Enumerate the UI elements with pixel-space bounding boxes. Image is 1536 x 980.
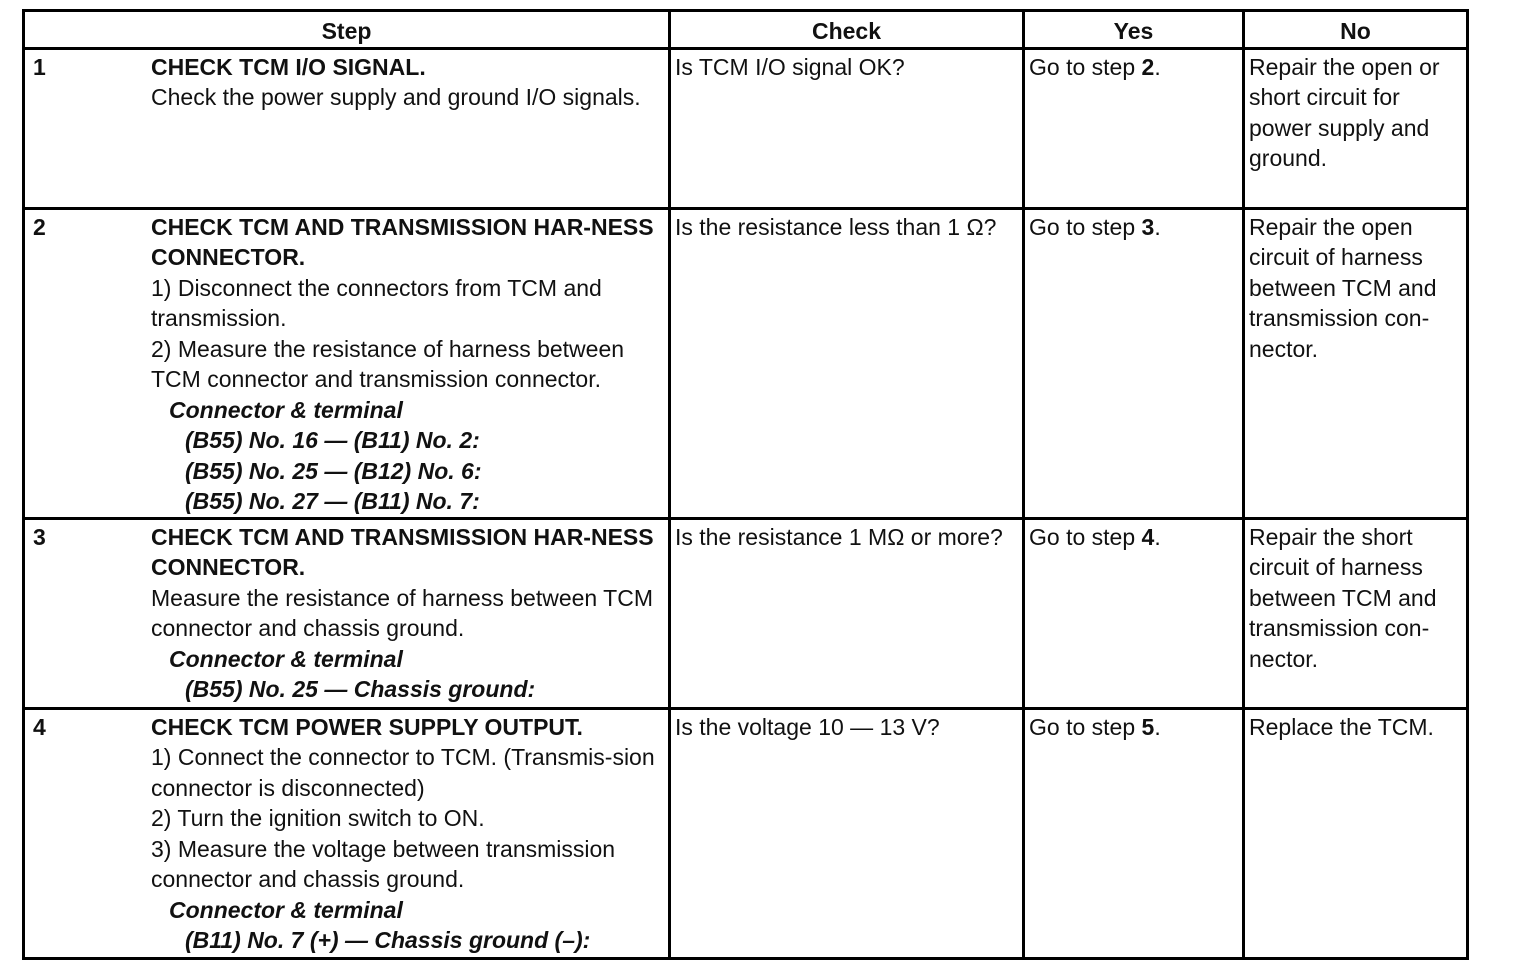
- yes-step-number: 4: [1141, 523, 1155, 550]
- no-cell: [1244, 48, 1468, 208]
- yes-suffix: .: [1154, 53, 1161, 80]
- check-cell: [670, 208, 1024, 518]
- yes-step-number: 5: [1141, 713, 1155, 740]
- check-cell: [670, 708, 1024, 958]
- step-instruction: 3) Measure the voltage between transmission connector and chassis ground.: [151, 835, 616, 892]
- check-cell: [670, 518, 1024, 708]
- table-row: [24, 208, 1468, 518]
- step-title: CHECK TCM AND TRANSMISSION HAR-NESS CONNECTOR.: [151, 523, 654, 580]
- check-question: Is TCM I/O signal OK?: [675, 53, 905, 80]
- yes-cell: [1024, 208, 1244, 518]
- yes-step-number: 2: [1141, 53, 1155, 80]
- step-number: 2: [33, 213, 46, 240]
- table-row: [24, 708, 1468, 958]
- no-cell: [1244, 708, 1468, 958]
- no-action: Repair the open circuit of harness between TCM and transmission con-nector.: [1249, 213, 1437, 362]
- yes-action: [1029, 210, 1238, 243]
- step-cell: [24, 48, 670, 208]
- yes-cell: [1024, 48, 1244, 208]
- yes-suffix: .: [1154, 523, 1161, 550]
- step-body: [151, 212, 664, 517]
- header-yes: Yes: [1024, 11, 1244, 49]
- no-action: Replace the TCM.: [1249, 713, 1434, 740]
- no-action: Repair the open or short circuit for power supply and ground.: [1249, 53, 1440, 171]
- check-question: Is the voltage 10 — 13 V?: [675, 713, 940, 740]
- yes-cell: [1024, 708, 1244, 958]
- yes-suffix: .: [1154, 213, 1161, 240]
- header-check: Check: [670, 11, 1024, 49]
- step-title: CHECK TCM AND TRANSMISSION HAR-NESS CONNECTOR.: [151, 213, 654, 270]
- step-cell: [24, 208, 670, 518]
- diagnostic-table: [22, 9, 1469, 960]
- yes-cell: [1024, 518, 1244, 708]
- yes-prefix: Go to step: [1029, 713, 1142, 740]
- step-number: 1: [33, 53, 46, 80]
- step-title: CHECK TCM POWER SUPPLY OUTPUT.: [151, 713, 583, 740]
- step-cell: [24, 518, 670, 708]
- yes-action: [1029, 710, 1238, 743]
- step-instruction: Measure the resistance of harness between TCM connector and chassis ground.: [151, 584, 653, 641]
- check-question: Is the resistance 1 MΩ or more?: [675, 523, 1003, 550]
- table-row: [24, 518, 1468, 708]
- connector-terminal: (B55) No. 27 — (B11) No. 7:: [185, 488, 480, 514]
- check-question: Is the resistance less than 1 Ω?: [675, 213, 997, 240]
- header-no: No: [1244, 11, 1468, 49]
- step-instruction: 2) Measure the resistance of harness between TCM connector and transmission connector.: [151, 335, 625, 392]
- no-cell: [1244, 518, 1468, 708]
- header-step: Step: [24, 11, 670, 49]
- yes-step-number: 3: [1141, 213, 1155, 240]
- connector-terminal: (B11) No. 7 (+) — Chassis ground (–):: [185, 927, 591, 953]
- no-cell: [1244, 208, 1468, 518]
- yes-action: [1029, 50, 1238, 83]
- yes-prefix: Go to step: [1029, 53, 1142, 80]
- step-number: 3: [33, 523, 46, 550]
- connector-heading: Connector & terminal: [169, 896, 403, 923]
- step-title: CHECK TCM I/O SIGNAL.: [151, 53, 426, 80]
- step-body: [151, 52, 664, 113]
- no-action: Repair the short circuit of harness between TCM and transmission con-nector.: [1249, 523, 1437, 672]
- step-cell: [24, 708, 670, 958]
- check-cell: [670, 48, 1024, 208]
- yes-prefix: Go to step: [1029, 213, 1142, 240]
- yes-prefix: Go to step: [1029, 523, 1142, 550]
- yes-action: [1029, 520, 1238, 553]
- step-instruction: 1) Connect the connector to TCM. (Transmis-sion connector is disconnected): [151, 744, 655, 801]
- diagnostic-procedure-sheet: [22, 9, 1466, 960]
- step-instruction: 1) Disconnect the connectors from TCM and transmission.: [151, 274, 602, 331]
- connector-terminal: (B55) No. 25 — Chassis ground:: [185, 676, 536, 702]
- step-instruction: 2) Turn the ignition switch to ON.: [151, 805, 485, 831]
- table-row: [24, 48, 1468, 208]
- step-number: 4: [33, 713, 46, 740]
- yes-suffix: .: [1154, 713, 1161, 740]
- step-body: [151, 522, 664, 705]
- connector-terminal: (B55) No. 16 — (B11) No. 2:: [185, 427, 480, 453]
- step-body: [151, 712, 664, 956]
- header-row: [24, 11, 1468, 49]
- connector-terminal: (B55) No. 25 — (B12) No. 6:: [185, 457, 482, 484]
- connector-heading: Connector & terminal: [169, 645, 403, 672]
- step-instruction: Check the power supply and ground I/O signals.: [151, 84, 641, 110]
- connector-heading: Connector & terminal: [169, 396, 403, 423]
